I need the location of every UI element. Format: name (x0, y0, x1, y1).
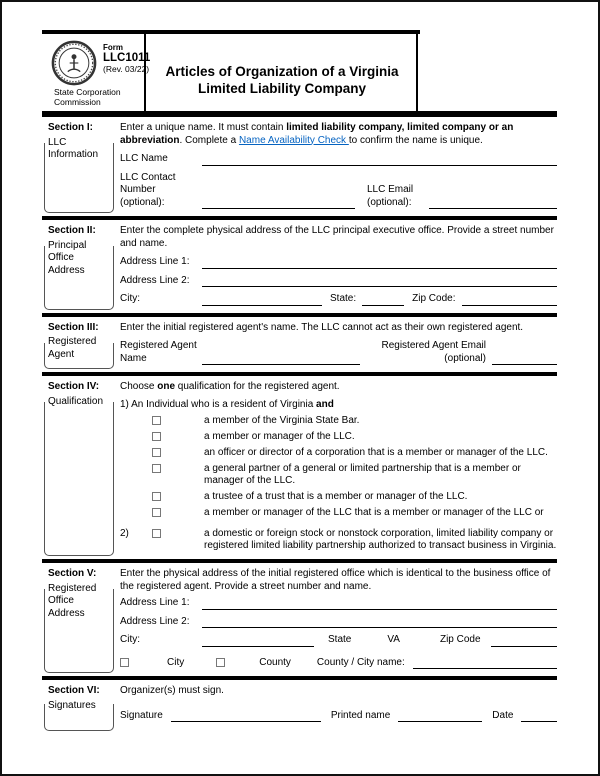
item-1-text: 1) An Individual who is a resident of Virginia (120, 398, 317, 410)
corporation-qualification-checkbox[interactable] (152, 529, 161, 538)
section-v-label (42, 563, 114, 676)
address-line-1-label: Address Line 1: (120, 256, 190, 267)
section-vi-subtitle: Signatures (48, 699, 96, 711)
general-partner-checkbox[interactable] (152, 464, 161, 473)
section-iv-subtitle: Qualification (48, 395, 104, 407)
agency-name: State Corporation Commission (54, 87, 121, 108)
section-iii-heading: Section III: (48, 321, 99, 333)
form-header (42, 30, 557, 113)
qualification-option-row (120, 415, 557, 427)
form-revision: (Rev. 03/22) (103, 64, 150, 75)
section-i-label (42, 117, 114, 216)
county-city-row (120, 657, 557, 670)
section-iii-subtitle: Registered Agent (48, 336, 97, 360)
virginia-scc-seal-icon (51, 40, 97, 86)
section-v-content (114, 563, 557, 676)
section-ii-heading: Section II: (48, 225, 96, 236)
form-word: Form (103, 43, 123, 52)
registered-agent-email-label (374, 340, 486, 365)
section-v-instruction: Enter the physical address of the initial registered office which is identical to the business office of the registered agent. Provide a street number and name. (120, 568, 551, 592)
ro-address-2-row (120, 616, 557, 629)
section-iv-content (114, 376, 557, 559)
form-id-block (103, 40, 150, 86)
section-i-instruction (120, 122, 557, 147)
form-title-line-1: Articles of Organization of a Virginia (165, 63, 399, 79)
llc-contact-row (120, 172, 557, 210)
option-label: a member or manager of the LLC. (204, 431, 355, 442)
section-iii-instruction: Enter the initial registered agent's name. The LLC cannot act as their own registered agent. (120, 321, 524, 333)
section-iv-heading: Section IV: (48, 381, 100, 392)
trustee-checkbox[interactable] (152, 492, 161, 501)
printed-name-input[interactable] (398, 710, 482, 722)
city-label: City: (120, 634, 140, 645)
qualification-option-row (120, 447, 557, 459)
address-line-2-label: Address Line 2: (120, 274, 190, 286)
signature-row (120, 710, 557, 723)
qualification-option-row (120, 463, 557, 487)
ro-zip-input[interactable] (491, 635, 557, 647)
instruction-text: qualification for the registered agent. (175, 381, 340, 392)
po-address-2-row (120, 275, 557, 288)
section-iv-label (42, 376, 114, 559)
section-iii (42, 313, 557, 373)
section-iii-label (42, 317, 114, 373)
option-label: a general partner of a general or limited partnership that is a member or manager of the LLC. (204, 463, 521, 486)
qualification-option-row (120, 431, 557, 443)
section-i-heading: Section I: (48, 122, 94, 133)
agency-logo-row (42, 34, 151, 86)
county-city-name-input[interactable] (413, 657, 557, 669)
po-address-line-1-input[interactable] (202, 257, 557, 269)
zip-code-label: Zip Code: (412, 293, 456, 304)
ro-address-line-1-input[interactable] (202, 598, 557, 610)
llc-email-input[interactable] (429, 197, 557, 209)
member-manager-checkbox[interactable] (152, 432, 161, 441)
item-2-number: 2) (120, 528, 129, 539)
section-iv-label-box (44, 402, 114, 556)
signature-label: Signature (120, 709, 163, 721)
llc-contact-number-input[interactable] (202, 197, 355, 209)
section-ii (42, 216, 557, 313)
instruction-bold: limited liability company, limited company or an abbreviation (120, 122, 514, 146)
ro-city-state-zip-row (120, 634, 557, 647)
ro-address-1-row (120, 597, 557, 610)
instruction-text: . Complete a (179, 134, 239, 146)
county-city-name-label: County / City name: (316, 656, 405, 668)
option-label: a member or manager of the LLC that is a member or manager of the LLC or (204, 507, 544, 518)
date-label: Date (492, 709, 514, 721)
state-label: State (328, 634, 352, 645)
llc-name-row (120, 153, 557, 166)
instruction-text: Choose (120, 381, 158, 392)
option-label: an officer or director of a corporation that is a member or manager of the LLC. (204, 447, 548, 458)
llc-email-label: LLC Email (optional): (367, 184, 414, 208)
printed-name-label: Printed name (330, 709, 391, 721)
qualification-item-1 (120, 399, 557, 412)
option-label: a member of the Virginia State Bar. (204, 415, 360, 426)
form-title (148, 30, 418, 111)
section-iv-instruction (120, 381, 557, 394)
section-iii-content (114, 317, 557, 373)
officer-director-checkbox[interactable] (152, 448, 161, 457)
llc-name-label: LLC Name (120, 153, 168, 164)
qualification-item-2 (120, 528, 557, 552)
item-1-bold: and (316, 398, 334, 410)
instruction-text: to confirm the name is unique. (348, 134, 483, 146)
po-city-input[interactable] (202, 294, 322, 306)
option-label: a trustee of a trust that is a member or manager of the LLC. (204, 491, 468, 502)
section-v-subtitle: Registered Office Address (48, 582, 97, 619)
section-ii-content (114, 220, 557, 313)
state-value: VA (387, 634, 400, 645)
po-zip-input[interactable] (462, 294, 558, 306)
section-i-subtitle: LLC Information (48, 136, 99, 160)
item-2-label: a domestic or foreign stock or nonstock corporation, limited liability company or registered limited liability partnership authorized to transact business in Virginia. (204, 528, 557, 551)
registered-agent-email-label-line1: Registered Agent Email (381, 340, 486, 351)
address-line-2-label: Address Line 2: (120, 615, 190, 627)
section-v-heading: Section V: (48, 568, 97, 579)
county-checkbox-label: County (259, 656, 291, 668)
section-ii-subtitle: Principal Office Address (48, 239, 87, 276)
signature-input[interactable] (171, 710, 321, 722)
section-ii-label (42, 220, 114, 313)
city-label: City: (120, 293, 140, 304)
registered-agent-name-input[interactable] (202, 353, 360, 365)
llc-contact-number-label: LLC Contact Number (optional): (120, 171, 176, 208)
instruction-text: Enter a unique name. It must contain (120, 122, 287, 133)
po-city-state-zip-row (120, 293, 557, 306)
date-input[interactable] (521, 710, 557, 722)
form-number: LLC1011 (103, 52, 151, 65)
instruction-bold: one (157, 381, 176, 392)
form-title-line-2: Limited Liability Company (197, 81, 367, 97)
registered-agent-email-input[interactable] (492, 353, 557, 365)
section-ii-instruction: Enter the complete physical address of the LLC principal executive office. Provide a street number and name. (120, 225, 554, 249)
name-availability-check-link[interactable]: Name Availability Check (238, 134, 349, 146)
section-vi-content (114, 680, 557, 734)
section-iv (42, 372, 557, 559)
city-checkbox-label: City (167, 656, 185, 668)
po-state-input[interactable] (362, 294, 404, 306)
llc-member-manager-checkbox[interactable] (152, 508, 161, 517)
po-address-1-row (120, 256, 557, 269)
section-i (42, 113, 557, 216)
section-i-content (114, 117, 557, 216)
form-body (42, 30, 557, 734)
ro-city-input[interactable] (202, 635, 314, 647)
llc-name-input[interactable] (202, 154, 557, 166)
qualification-option-row (120, 507, 557, 519)
address-line-1-label: Address Line 1: (120, 597, 190, 608)
section-vi-instruction: Organizer(s) must sign. (120, 685, 224, 696)
city-checkbox[interactable] (120, 658, 129, 667)
county-checkbox[interactable] (216, 658, 225, 667)
zip-code-label: Zip Code (439, 634, 481, 645)
agency-block (42, 34, 151, 111)
registered-agent-email-optional: (optional) (444, 352, 486, 364)
section-v (42, 559, 557, 676)
registered-agent-name-label: Registered Agent Name (120, 340, 197, 364)
section-vi (42, 676, 557, 734)
po-address-line-2-input[interactable] (202, 275, 557, 287)
registered-agent-row (120, 340, 557, 365)
ro-address-line-2-input[interactable] (202, 616, 557, 628)
state-label: State: (330, 293, 357, 304)
qualification-option-row (120, 491, 557, 503)
section-vi-heading: Section VI: (48, 685, 100, 696)
section-vi-label (42, 680, 114, 734)
state-bar-member-checkbox[interactable] (152, 416, 161, 425)
